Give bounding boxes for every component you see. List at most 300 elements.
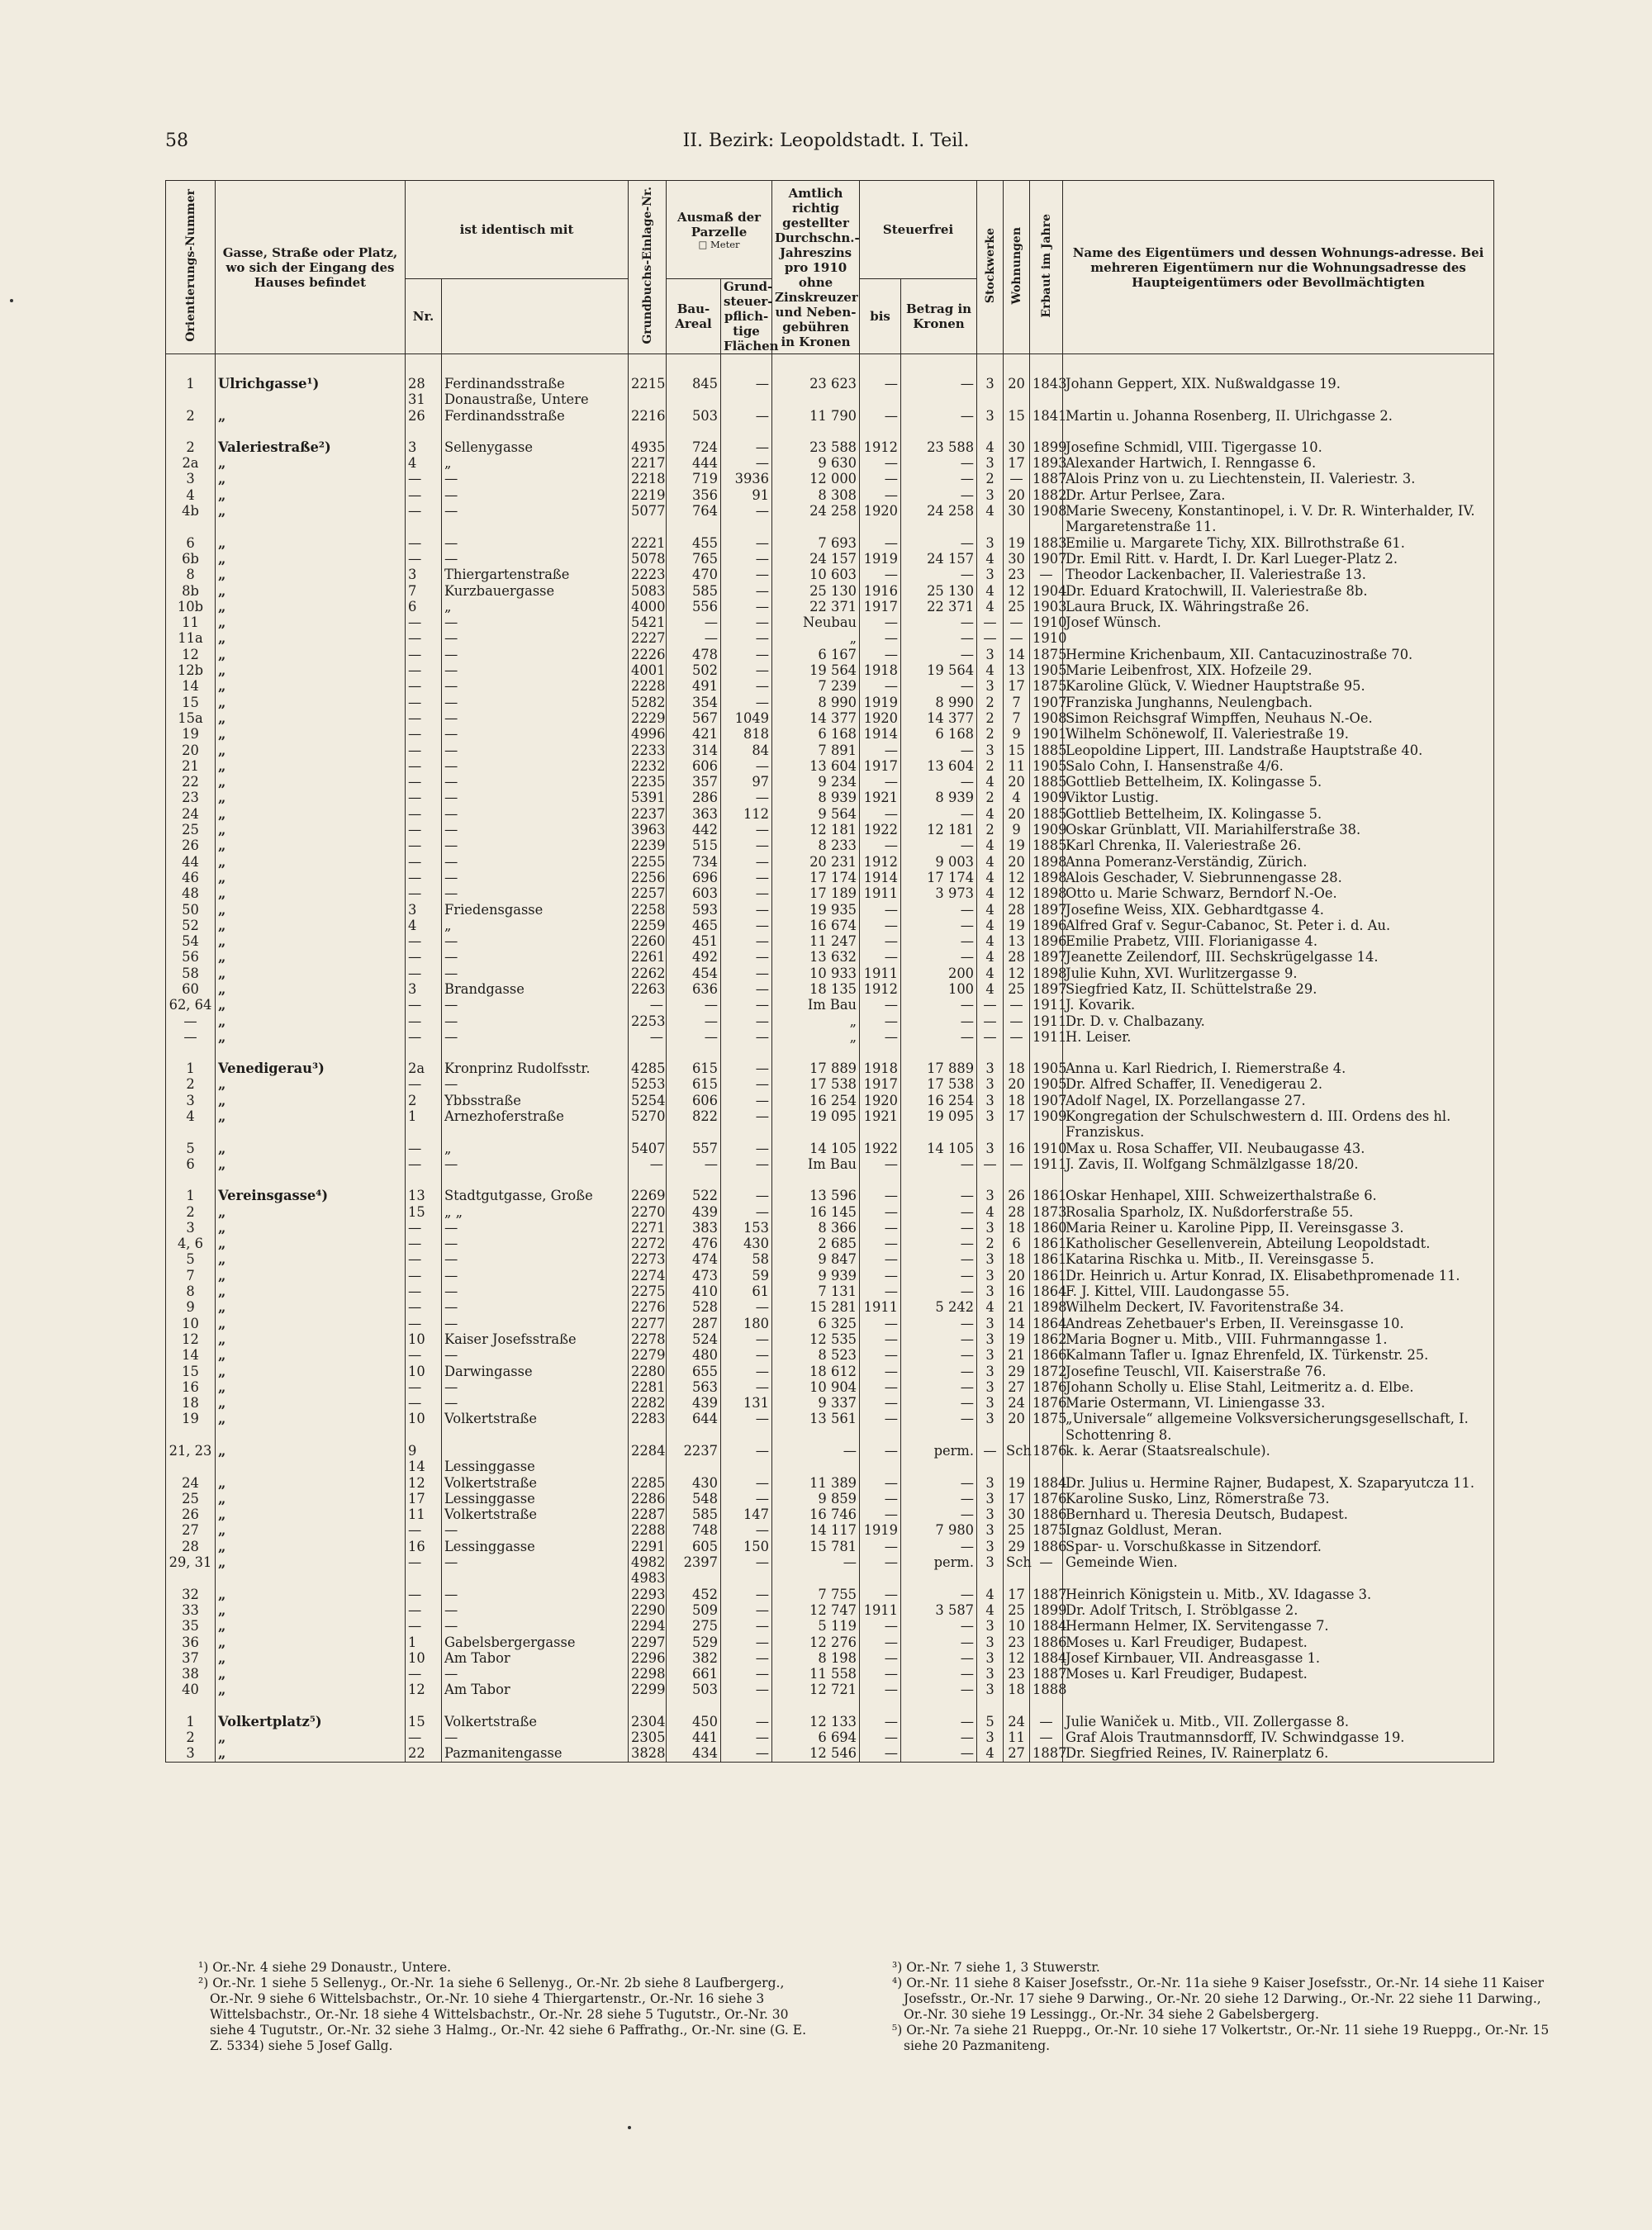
gasse-cell: „ [216,678,406,694]
identisch-nr-cell: 10 [406,1331,442,1347]
steuerfrei-bis-cell: — [860,567,901,582]
gasse-cell: „ [216,1475,406,1491]
identisch-nr-cell: — [406,1013,442,1029]
wohnungen-cell: 7 [1004,710,1030,726]
gap-cell [901,1172,977,1188]
steuerfrei-bis-cell: — [860,1236,901,1251]
steuerfrei-betrag-cell [901,1570,977,1586]
gasse-cell: „ [216,1299,406,1315]
table-row [166,1635,1494,1650]
identisch-strasse-cell: Volkertstraße [442,1475,629,1491]
stockwerke-cell: 3 [977,1682,1004,1697]
jahreszins-cell: 12 747 [772,1602,860,1618]
bauareal-cell: 644 [667,1411,721,1443]
steuerpflichtige-flaeche-cell: 153 [721,1220,772,1236]
stockwerke-cell: 4 [977,949,1004,965]
orientierungs-nummer-cell: 50 [166,902,216,918]
steuerfrei-betrag-cell: perm. [901,1554,977,1570]
identisch-nr-cell: 2a [406,1060,442,1076]
bauareal-cell: 474 [667,1251,721,1267]
eigentuemer-cell [1063,391,1494,407]
steuerpflichtige-flaeche-cell: — [721,614,772,630]
steuerfrei-betrag-cell: — [901,1204,977,1220]
spacer-cell [772,354,860,377]
identisch-nr-cell: — [406,1587,442,1602]
eigentuemer-cell: Moses u. Karl Freudiger, Budapest. [1063,1635,1494,1650]
wohnungen-cell: 6 [1004,1236,1030,1251]
stockwerke-cell: 3 [977,1411,1004,1443]
steuerfrei-bis-cell: 1918 [860,662,901,678]
gasse-cell: „ [216,1745,406,1762]
jahreszins-cell: 8 939 [772,790,860,805]
steuerfrei-bis-cell [860,1570,901,1586]
grundbuchs-nr-cell: 2226 [629,647,667,662]
orientierungs-nummer-cell [166,1570,216,1586]
orientierungs-nummer-cell [166,391,216,407]
wohnungen-cell: — [1004,1156,1030,1172]
gasse-cell: „ [216,854,406,870]
orientierungs-nummer-cell: 25 [166,822,216,837]
wohnungen-cell: 12 [1004,966,1030,981]
grundbuchs-nr-cell: 2256 [629,870,667,885]
identisch-nr-cell: — [406,790,442,805]
steuerfrei-betrag-cell: — [901,1506,977,1522]
grundbuchs-nr-cell: 5407 [629,1141,667,1156]
eigentuemer-cell: F. J. Kittel, VIII. Laudongasse 55. [1063,1283,1494,1299]
table-row [166,1602,1494,1618]
bauareal-cell: 434 [667,1745,721,1762]
stockwerke-cell: 4 [977,933,1004,949]
jahreszins-cell: 8 233 [772,837,860,853]
steuerfrei-betrag-cell: — [901,1364,977,1379]
wohnungen-cell: 12 [1004,1650,1030,1666]
steuerpflichtige-flaeche-cell: — [721,1602,772,1618]
eigentuemer-cell: Theodor Lackenbacher, II. Valeriestraße 13. [1063,567,1494,582]
stockwerke-cell: 2 [977,790,1004,805]
bauareal-cell: 719 [667,471,721,486]
house-register-table [165,180,1494,1763]
erbaut-cell: 1908 [1030,710,1063,726]
jahreszins-cell: 24 157 [772,551,860,567]
eigentuemer-cell: Gottlieb Bettelheim, IX. Kolingasse 5. [1063,774,1494,790]
erbaut-cell: 1861 [1030,1251,1063,1267]
identisch-strasse-cell: Donaustraße, Untere [442,391,629,407]
table-row [166,1379,1494,1395]
grundbuchs-nr-cell: 2272 [629,1236,667,1251]
gap-cell [772,1698,860,1714]
steuerpflichtige-flaeche-cell: — [721,1204,772,1220]
grundbuchs-nr-cell: 4935 [629,439,667,455]
eigentuemer-cell: Jeanette Zeilendorf, III. Sechskrügelgasse 14. [1063,949,1494,965]
bauareal-cell: 528 [667,1299,721,1315]
jahreszins-cell: 17 889 [772,1060,860,1076]
jahreszins-cell: 25 130 [772,583,860,599]
gap-row [166,424,1494,439]
table-row [166,1220,1494,1236]
identisch-nr-cell: — [406,1554,442,1570]
steuerfrei-bis-cell: — [860,1283,901,1299]
orientierungs-nummer-cell: 14 [166,678,216,694]
identisch-nr-cell: 26 [406,408,442,424]
header-eigentuemer: Name des Eigentümers und dessen Wohnungs-adresse. Bei mehreren Eigentümern nur die Wohnungsadresse des Haupteigentümers oder Bevollmächtigten [1063,181,1494,354]
steuerpflichtige-flaeche-cell: — [721,1364,772,1379]
erbaut-cell: 1905 [1030,662,1063,678]
grundbuchs-nr-cell: 5282 [629,695,667,710]
wohnungen-cell: 20 [1004,854,1030,870]
identisch-strasse-cell: — [442,1554,629,1570]
gap-cell [1063,1698,1494,1714]
steuerfrei-betrag-cell: — [901,774,977,790]
jahreszins-cell: 15 281 [772,1299,860,1315]
identisch-strasse-cell: — [442,1729,629,1745]
gasse-cell: „ [216,1682,406,1697]
stockwerke-cell: 3 [977,1188,1004,1203]
identisch-nr-cell: — [406,1141,442,1156]
eigentuemer-cell: Dr. Alfred Schaffer, II. Venedigerau 2. [1063,1076,1494,1092]
steuerfrei-bis-cell: — [860,1539,901,1554]
table-row [166,391,1494,407]
steuerfrei-bis-cell: 1917 [860,599,901,614]
footnotes-left [198,1960,809,2054]
gasse-cell: „ [216,1618,406,1634]
orientierungs-nummer-cell: 1 [166,1188,216,1203]
eigentuemer-cell: Viktor Lustig. [1063,790,1494,805]
bauareal-cell: 615 [667,1060,721,1076]
jahreszins-cell: „ [772,1029,860,1045]
eigentuemer-cell [1063,630,1494,646]
orientierungs-nummer-cell: 9 [166,1299,216,1315]
grundbuchs-nr-cell: 5083 [629,583,667,599]
jahreszins-cell [772,391,860,407]
erbaut-cell: 1886 [1030,1539,1063,1554]
identisch-strasse-cell: — [442,758,629,774]
stockwerke-cell: 4 [977,1602,1004,1618]
identisch-strasse-cell: — [442,1379,629,1395]
steuerfrei-bis-cell: — [860,614,901,630]
steuerfrei-betrag-cell: 24 157 [901,551,977,567]
grundbuchs-nr-cell: 4983 [629,1570,667,1586]
steuerfrei-bis-cell: — [860,1364,901,1379]
identisch-strasse-cell: — [442,1076,629,1092]
erbaut-cell: 1885 [1030,743,1063,758]
speck [628,2126,631,2129]
grundbuchs-nr-cell [629,1459,667,1474]
bauareal-cell: 470 [667,567,721,582]
identisch-strasse-cell [442,1443,629,1459]
grundbuchs-nr-cell: 2284 [629,1443,667,1459]
gasse-cell: „ [216,870,406,885]
identisch-nr-cell: — [406,933,442,949]
bauareal-cell: 454 [667,966,721,981]
jahreszins-cell: 23 623 [772,376,860,391]
grundbuchs-nr-cell: 2305 [629,1729,667,1745]
table-row [166,1618,1494,1634]
orientierungs-nummer-cell: 12 [166,1331,216,1347]
orientierungs-nummer-cell: 46 [166,870,216,885]
grundbuchs-nr-cell: 2273 [629,1251,667,1267]
steuerfrei-betrag-cell: 25 130 [901,583,977,599]
erbaut-cell: 1905 [1030,758,1063,774]
gasse-cell: „ [216,1395,406,1411]
wohnungen-cell: 24 [1004,1395,1030,1411]
orientierungs-nummer-cell: 4 [166,487,216,503]
gap-cell [772,424,860,439]
steuerpflichtige-flaeche-cell: — [721,1060,772,1076]
grundbuchs-nr-cell: 2232 [629,758,667,774]
steuerfrei-betrag-cell: — [901,1331,977,1347]
bauareal-cell: 286 [667,790,721,805]
stockwerke-cell: 3 [977,1729,1004,1745]
stockwerke-cell [977,1459,1004,1474]
bauareal-cell: 636 [667,981,721,997]
eigentuemer-cell: Anna u. Karl Riedrich, I. Riemerstraße 4. [1063,1060,1494,1076]
spacer-cell [667,354,721,377]
wohnungen-cell [1004,1570,1030,1586]
table-header [166,181,1494,354]
identisch-strasse-cell: — [442,614,629,630]
identisch-nr-cell: 9 [406,1443,442,1459]
grundbuchs-nr-cell: 2277 [629,1316,667,1331]
stockwerke-cell: 3 [977,1666,1004,1682]
identisch-strasse-cell: Arnezhoferstraße [442,1108,629,1141]
table-row [166,710,1494,726]
identisch-strasse-cell: — [442,790,629,805]
steuerpflichtige-flaeche-cell: — [721,1618,772,1634]
gasse-cell: „ [216,1650,406,1666]
table-row [166,1506,1494,1522]
table-row [166,1570,1494,1586]
grundbuchs-nr-cell: 2293 [629,1587,667,1602]
identisch-strasse-cell: — [442,774,629,790]
spacer-cell [166,354,216,377]
steuerpflichtige-flaeche-cell: — [721,902,772,918]
jahreszins-cell: 10 904 [772,1379,860,1395]
steuerfrei-bis-cell: 1920 [860,1093,901,1108]
eigentuemer-cell: Josefine Teuschl, VII. Kaiserstraße 76. [1063,1364,1494,1379]
steuerfrei-bis-cell: — [860,535,901,551]
page-number: 58 [165,130,188,151]
wohnungen-cell: — [1004,630,1030,646]
jahreszins-cell: 11 790 [772,408,860,424]
steuerfrei-betrag-cell: — [901,1347,977,1363]
bauareal-cell: 476 [667,1236,721,1251]
jahreszins-cell: 13 596 [772,1188,860,1203]
erbaut-cell: 1911 [1030,997,1063,1013]
grundbuchs-nr-cell: 2290 [629,1602,667,1618]
jahreszins-cell: 13 632 [772,949,860,965]
wohnungen-cell: 14 [1004,1316,1030,1331]
gap-cell [772,1172,860,1188]
orientierungs-nummer-cell: 4 [166,1108,216,1141]
steuerfrei-betrag-cell: — [901,1236,977,1251]
erbaut-cell: 1896 [1030,933,1063,949]
table-row [166,1587,1494,1602]
grundbuchs-nr-cell: 2218 [629,471,667,486]
steuerfrei-bis-cell: — [860,949,901,965]
table-row [166,1268,1494,1283]
steuerpflichtige-flaeche-cell: — [721,583,772,599]
erbaut-cell: 1901 [1030,726,1063,742]
eigentuemer-cell: Maria Reiner u. Karoline Pipp, II. Vereinsgasse 3. [1063,1220,1494,1236]
identisch-strasse-cell: — [442,678,629,694]
table-row [166,1204,1494,1220]
wohnungen-cell: 19 [1004,535,1030,551]
erbaut-cell: 1886 [1030,1635,1063,1650]
bauareal-cell: 563 [667,1379,721,1395]
steuerfrei-betrag-cell: — [901,1013,977,1029]
jahreszins-cell: 8 990 [772,695,860,710]
grundbuchs-nr-cell: 2216 [629,408,667,424]
steuerpflichtige-flaeche-cell: 112 [721,806,772,822]
steuerfrei-betrag-cell: — [901,678,977,694]
jahreszins-cell: 13 604 [772,758,860,774]
wohnungen-cell: 27 [1004,1379,1030,1395]
identisch-nr-cell: — [406,503,442,535]
bauareal-cell: 515 [667,837,721,853]
wohnungen-cell: 21 [1004,1347,1030,1363]
orientierungs-nummer-cell: 60 [166,981,216,997]
identisch-strasse-cell: „ [442,599,629,614]
wohnungen-cell: 18 [1004,1220,1030,1236]
steuerfrei-betrag-cell: — [901,1220,977,1236]
bauareal-cell: 503 [667,408,721,424]
gasse-cell: Volkertplatz⁵) [216,1714,406,1729]
erbaut-cell: — [1030,1554,1063,1570]
stockwerke-cell: 3 [977,1379,1004,1395]
bauareal-cell: 455 [667,535,721,551]
steuerpflichtige-flaeche-cell: 59 [721,1268,772,1283]
steuerfrei-betrag-cell: — [901,902,977,918]
identisch-nr-cell: — [406,1268,442,1283]
stockwerke-cell: 3 [977,1347,1004,1363]
grundbuchs-nr-cell: 4996 [629,726,667,742]
wohnungen-cell: 9 [1004,726,1030,742]
table-row [166,854,1494,870]
eigentuemer-cell: Alois Prinz von u. zu Liechtenstein, II. Valeriestr. 3. [1063,471,1494,486]
table-row [166,1395,1494,1411]
erbaut-cell [1030,1459,1063,1474]
gap-cell [629,1172,667,1188]
stockwerke-cell: — [977,1156,1004,1172]
grundbuchs-nr-cell: 5254 [629,1093,667,1108]
jahreszins-cell: Im Bau [772,1156,860,1172]
identisch-strasse-cell: „ „ [442,1204,629,1220]
gap-cell [901,1045,977,1060]
identisch-nr-cell: 17 [406,1491,442,1506]
identisch-nr-cell [406,1570,442,1586]
erbaut-cell: 1876 [1030,1395,1063,1411]
identisch-strasse-cell [442,1570,629,1586]
gasse-cell: „ [216,599,406,614]
gasse-cell: „ [216,790,406,805]
orientierungs-nummer-cell: 11 [166,614,216,630]
identisch-nr-cell: 3 [406,902,442,918]
header-grundsteuer: Grund-steuer-pflich-tige Flächen [721,279,772,354]
steuerpflichtige-flaeche-cell: — [721,662,772,678]
grundbuchs-nr-cell: 2287 [629,1506,667,1522]
gasse-cell: „ [216,1251,406,1267]
grundbuchs-nr-cell: 2227 [629,630,667,646]
steuerfrei-betrag-cell: — [901,1316,977,1331]
grundbuchs-nr-cell: 2257 [629,885,667,901]
gap-cell [1004,1698,1030,1714]
header-erbaut: Erbaut im Jahre [1030,181,1063,354]
gasse-cell: Vereinsgasse⁴) [216,1188,406,1203]
gap-cell [721,1045,772,1060]
gasse-cell: „ [216,774,406,790]
grundbuchs-nr-cell: 2221 [629,535,667,551]
wohnungen-cell: 19 [1004,837,1030,853]
erbaut-cell: 1909 [1030,790,1063,805]
identisch-nr-cell: — [406,1029,442,1045]
bauareal-cell: 441 [667,1729,721,1745]
identisch-strasse-cell: Thiergartenstraße [442,567,629,582]
steuerpflichtige-flaeche-cell: — [721,408,772,424]
jahreszins-cell: 9 337 [772,1395,860,1411]
steuerfrei-betrag-cell: — [901,1635,977,1650]
steuerfrei-betrag-cell: — [901,1395,977,1411]
wohnungen-cell: 17 [1004,455,1030,471]
header-betrag: Betrag in Kronen [901,279,977,354]
orientierungs-nummer-cell: 2a [166,455,216,471]
erbaut-cell: 1911 [1030,1029,1063,1045]
eigentuemer-cell: Johann Geppert, XIX. Nußwaldgasse 19. [1063,376,1494,391]
table-row [166,1411,1494,1443]
steuerfrei-bis-cell: — [860,630,901,646]
stockwerke-cell: 3 [977,1395,1004,1411]
orientierungs-nummer-cell: 10 [166,1316,216,1331]
gasse-cell: „ [216,997,406,1013]
identisch-strasse-cell: Ybbsstraße [442,1093,629,1108]
jahreszins-cell: 12 133 [772,1714,860,1729]
steuerfrei-bis-cell: — [860,1714,901,1729]
identisch-nr-cell: — [406,822,442,837]
gasse-cell: „ [216,1539,406,1554]
steuerfrei-betrag-cell: 22 371 [901,599,977,614]
steuerfrei-betrag-cell: — [901,1411,977,1443]
orientierungs-nummer-cell: 4, 6 [166,1236,216,1251]
wohnungen-cell: 20 [1004,1076,1030,1092]
steuerpflichtige-flaeche-cell: 1049 [721,710,772,726]
identisch-nr-cell: — [406,1666,442,1682]
jahreszins-cell: 11 558 [772,1666,860,1682]
grundbuchs-nr-cell: 5270 [629,1108,667,1141]
header-grundbuch: Grundbuchs-Einlage-Nr. [629,181,667,354]
table-row [166,647,1494,662]
steuerfrei-bis-cell: — [860,774,901,790]
stockwerke-cell [977,391,1004,407]
eigentuemer-cell: Leopoldine Lippert, III. Landstraße Hauptstraße 40. [1063,743,1494,758]
eigentuemer-cell: Marie Sweceny, Konstantinopel, i. V. Dr. R. Winterhalder, IV. Margaretenstraße 11. [1063,503,1494,535]
stockwerke-cell: — [977,997,1004,1013]
gasse-cell: „ [216,1666,406,1682]
stockwerke-cell: 3 [977,535,1004,551]
eigentuemer-cell: Martin u. Johanna Rosenberg, II. Ulrichgasse 2. [1063,408,1494,424]
table-row [166,918,1494,933]
grundbuchs-nr-cell: 4000 [629,599,667,614]
identisch-nr-cell: 16 [406,1539,442,1554]
grundbuchs-nr-cell: — [629,1029,667,1045]
steuerfrei-betrag-cell: — [901,1251,977,1267]
identisch-strasse-cell: „ [442,1141,629,1156]
gasse-cell: „ [216,1220,406,1236]
steuerfrei-betrag-cell: — [901,1156,977,1172]
bauareal-cell: 444 [667,455,721,471]
jahreszins-cell: 9 859 [772,1491,860,1506]
orientierungs-nummer-cell: 6 [166,535,216,551]
gap-cell [216,1045,406,1060]
table-row [166,408,1494,424]
